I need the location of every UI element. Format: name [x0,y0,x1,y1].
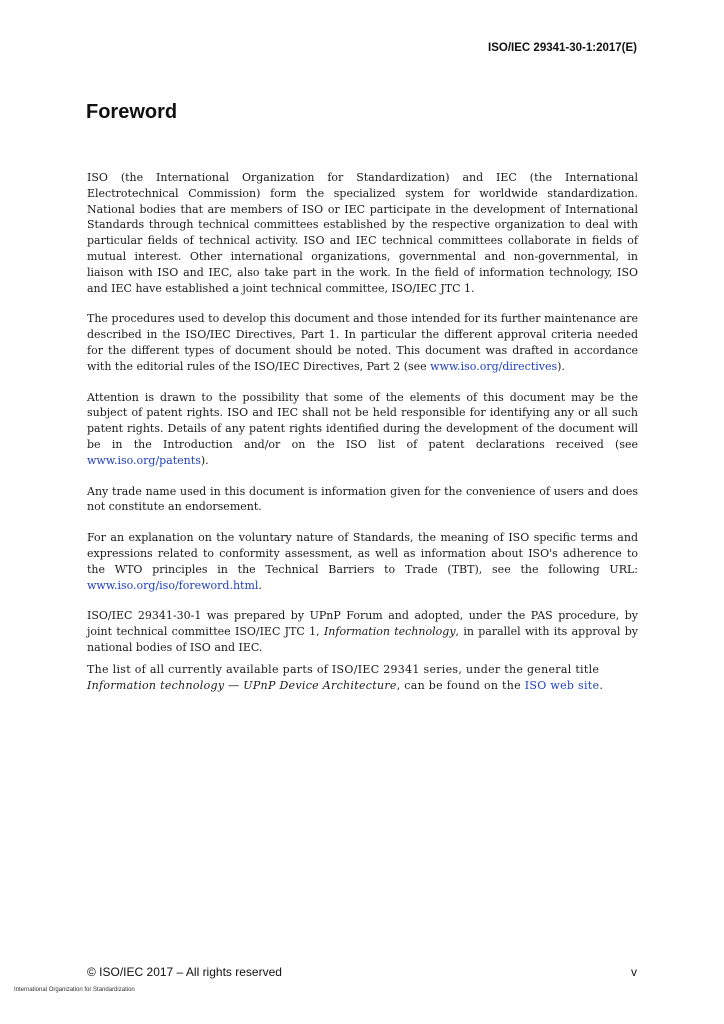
paragraph-trade-name: Any trade name used in this document is information given for the convenience of users and does not constitute an endorsement. [87,484,638,514]
paragraph-italic: Information technology [323,625,456,639]
patents-link[interactable]: www.iso.org/patents [87,453,201,467]
paragraph-text: The procedures used to develop this document and those intended for its further maintenance are described in the ISO/IEC Directives, Part 1. In particular the different approval criteria needed for the different types of document should be noted. This document was drafted in accordance with the editorial rules of the ISO/IEC Directives, Part 2 (see [87,312,638,373]
paragraph-text: The list of all currently available parts of ISO/IEC 29341 series, under the general title [87,662,600,676]
paragraph-text: ISO/IEC 29341-30-1 was prepared by UPnP Forum and adopted, under the PAS procedure, by joint technical committee ISO/IEC JTC 1, [87,609,638,639]
organization-watermark: International Organization for Standardization [14,987,135,993]
paragraph-text: , in parallel with its approval by national bodies of ISO and IEC. [87,625,638,654]
page-number: v [631,965,637,979]
paragraph-end: ). [200,453,209,467]
paragraph-italic: Information technology — UPnP Device Architecture [87,678,397,692]
foreword-body [87,170,638,708]
copyright-notice: © ISO/IEC 2017 – All rights reserved [87,965,282,979]
paragraph-text: Attention is drawn to the possibility that some of the elements of this document may be the subject of patent rights. ISO and IEC shall not be held responsible for identifying any or all such patent rights. Details of any patent rights identified during the development of the document will be in the Introduction and/or on the ISO list of patent declarations received (see [87,390,638,451]
document-id: ISO/IEC 29341-30-1:2017(E) [488,42,637,54]
paragraph-voluntary-nature [87,530,638,593]
paragraph-iso-iec: ISO (the International Organization for Standardization) and IEC (the International Electrotechnical Commission) form the specialized system for worldwide standardization. National bodies that are members of ISO or IEC participate in the development of International Standards through technical committees established by the respective organization to deal with particular fields of technical activity. ISO and IEC technical committees collaborate in fields of mutual interest. Other international organizations, governmental and non-governmental, in liaison with ISO and IEC, also take part in the work. In the field of information technology, ISO and IEC have established a joint technical committee, ISO/IEC JTC 1. [87,171,638,295]
foreword-link[interactable]: www.iso.org/iso/foreword.html [87,578,259,592]
paragraph-end: . [258,578,262,592]
paragraph-text: For an explanation on the voluntary nature of Standards, the meaning of ISO specific terms and expressions related to conformity assessment, as well as information about ISO's adherence to the WTO principles in the Technical Barriers to Trade (TBT), see the following URL: [87,531,638,576]
directives-link[interactable]: www.iso.org/directives [430,359,558,373]
iso-web-site-link[interactable]: ISO web site [524,678,600,692]
paragraph-patents [87,390,638,469]
page-title: Foreword [86,101,178,123]
paragraph-procedures [87,311,638,374]
paragraph-prepared-by [87,608,638,655]
paragraph-end: . [599,678,604,692]
paragraph-text: , can be found on the [396,678,525,692]
paragraph-series-list [87,662,638,694]
paragraph-end: ). [557,359,565,373]
